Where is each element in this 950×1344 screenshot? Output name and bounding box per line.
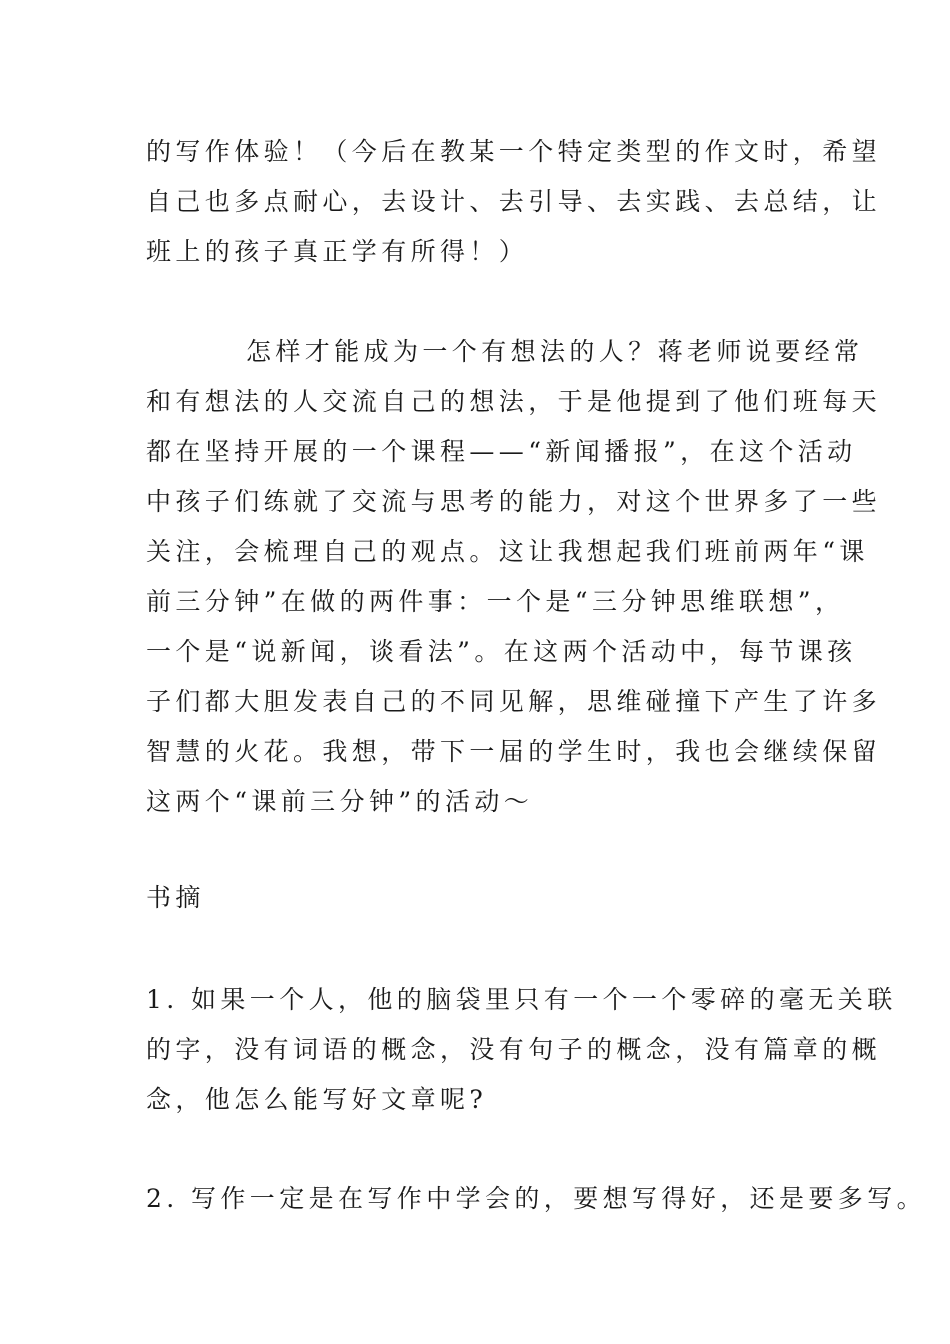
text-line: 一个是“说新闻，谈看法”。在这两个活动中，每节课孩: [146, 637, 857, 666]
text-line: 怎样才能成为一个有想法的人？蒋老师说要经常: [246, 337, 864, 366]
text-line: 和有想法的人交流自己的想法，于是他提到了他们班每天: [146, 387, 882, 416]
text-line: 班上的孩子真正学有所得！）: [146, 237, 529, 266]
text-line: 这两个“课前三分钟”的活动～: [146, 787, 534, 816]
text-line: 自己也多点耐心，去设计、去引导、去实践、去总结，让: [146, 187, 882, 216]
text-line: 2. 写作一定是在写作中学会的，要想写得好，还是要多写。: [146, 1184, 927, 1213]
text-line: 的字，没有词语的概念，没有句子的概念，没有篇章的概: [146, 1035, 882, 1064]
text-line: 的写作体验！（今后在教某一个特定类型的作文时，希望: [146, 137, 882, 166]
text-line: 都在坚持开展的一个课程——“新闻播报”，在这个活动: [146, 437, 857, 466]
text-line: 智慧的火花。我想，带下一届的学生时，我也会继续保留: [146, 737, 882, 766]
text-line: 念，他怎么能写好文章呢?: [146, 1085, 488, 1114]
text-line: 子们都大胆发表自己的不同见解，思维碰撞下产生了许多: [146, 687, 882, 716]
text-line: 中孩子们练就了交流与思考的能力，对这个世界多了一些: [146, 487, 882, 516]
text-line: 1. 如果一个人，他的脑袋里只有一个一个零碎的毫无关联: [146, 985, 897, 1014]
section-heading: 书摘: [146, 883, 205, 912]
text-line: 关注，会梳理自己的观点。这让我想起我们班前两年“课: [146, 537, 869, 566]
text-line: 前三分钟”在做的两件事：一个是“三分钟思维联想”，: [146, 587, 845, 616]
